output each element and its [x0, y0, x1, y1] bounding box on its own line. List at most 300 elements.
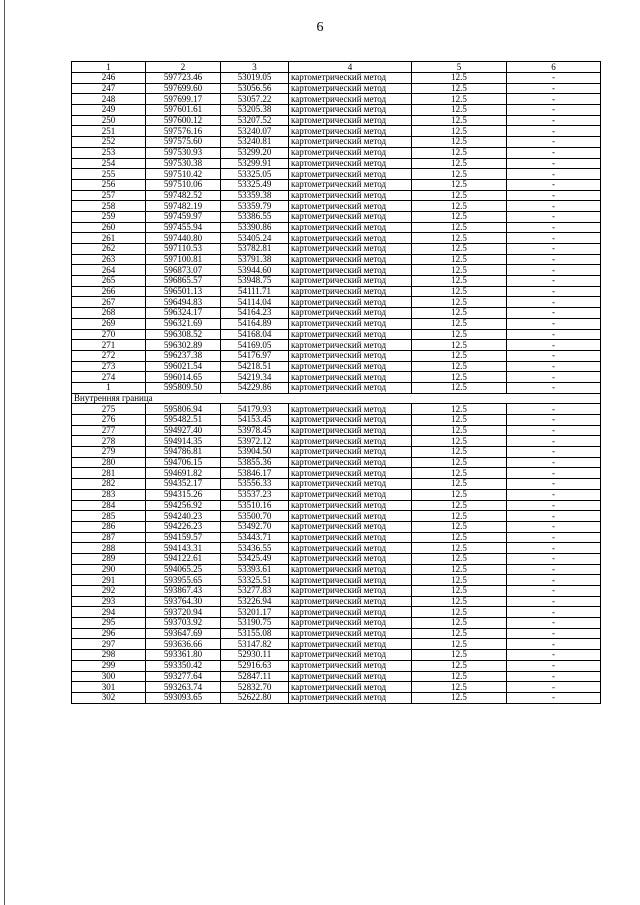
- accuracy-cell: 12.5: [412, 308, 507, 319]
- table-row: [72, 692, 601, 703]
- accuracy-cell: 12.5: [412, 350, 507, 361]
- accuracy-cell: 12.5: [412, 201, 507, 212]
- x-coordinate-cell: 597530.93: [146, 147, 221, 158]
- point-number-cell: 249: [72, 105, 146, 116]
- table-row: [72, 179, 601, 190]
- y-coordinate-cell: 53978.45: [221, 425, 289, 436]
- x-coordinate-cell: 594122.61: [146, 553, 221, 564]
- x-coordinate-cell: 597510.06: [146, 179, 221, 190]
- table-row: [72, 489, 601, 500]
- x-coordinate-cell: 595809.50: [146, 382, 221, 393]
- table-row: [72, 105, 601, 116]
- accuracy-cell: 12.5: [412, 671, 507, 682]
- column-6-cell: -: [507, 521, 601, 532]
- method-cell: картометрический метод: [289, 372, 412, 383]
- method-cell: картометрический метод: [289, 233, 412, 244]
- x-coordinate-cell: 594065.25: [146, 564, 221, 575]
- table-row: [72, 564, 601, 575]
- table-row: [72, 308, 601, 319]
- method-cell: картометрический метод: [289, 115, 412, 126]
- accuracy-cell: 12.5: [412, 382, 507, 393]
- table-row: [72, 222, 601, 233]
- column-6-cell: -: [507, 329, 601, 340]
- y-coordinate-cell: 54218.51: [221, 361, 289, 372]
- method-cell: картометрический метод: [289, 382, 412, 393]
- header-cell: 5: [412, 62, 507, 73]
- point-number-cell: 296: [72, 628, 146, 639]
- x-coordinate-cell: 596873.07: [146, 265, 221, 276]
- y-coordinate-cell: 53791.38: [221, 254, 289, 265]
- x-coordinate-cell: 593636.66: [146, 639, 221, 650]
- point-number-cell: 271: [72, 340, 146, 351]
- column-6-cell: -: [507, 340, 601, 351]
- accuracy-cell: 12.5: [412, 500, 507, 511]
- y-coordinate-cell: 53393.61: [221, 564, 289, 575]
- table-row: [72, 147, 601, 158]
- method-cell: картометрический метод: [289, 105, 412, 116]
- point-number-cell: 301: [72, 682, 146, 693]
- y-coordinate-cell: 53386.55: [221, 211, 289, 222]
- table-row: [72, 126, 601, 137]
- x-coordinate-cell: 594706.15: [146, 457, 221, 468]
- method-cell: картометрический метод: [289, 692, 412, 703]
- table-row: [72, 415, 601, 426]
- method-cell: картометрический метод: [289, 618, 412, 629]
- column-6-cell: -: [507, 447, 601, 458]
- coordinates-table-body: [72, 62, 601, 704]
- x-coordinate-cell: 596321.69: [146, 318, 221, 329]
- x-coordinate-cell: 597600.12: [146, 115, 221, 126]
- x-coordinate-cell: 596237.38: [146, 350, 221, 361]
- accuracy-cell: 12.5: [412, 190, 507, 201]
- y-coordinate-cell: 53944.60: [221, 265, 289, 276]
- x-coordinate-cell: 593277.64: [146, 671, 221, 682]
- table-row: [72, 372, 601, 383]
- accuracy-cell: 12.5: [412, 511, 507, 522]
- y-coordinate-cell: 53299.91: [221, 158, 289, 169]
- accuracy-cell: 12.5: [412, 436, 507, 447]
- x-coordinate-cell: 597482.52: [146, 190, 221, 201]
- accuracy-cell: 12.5: [412, 73, 507, 84]
- y-coordinate-cell: 53359.79: [221, 201, 289, 212]
- x-coordinate-cell: 597576.16: [146, 126, 221, 137]
- table-row: [72, 650, 601, 661]
- table-row: [72, 543, 601, 554]
- column-6-cell: -: [507, 211, 601, 222]
- column-6-cell: -: [507, 682, 601, 693]
- method-cell: картометрический метод: [289, 682, 412, 693]
- column-6-cell: -: [507, 628, 601, 639]
- accuracy-cell: 12.5: [412, 276, 507, 287]
- method-cell: картометрический метод: [289, 521, 412, 532]
- accuracy-cell: 12.5: [412, 233, 507, 244]
- method-cell: картометрический метод: [289, 564, 412, 575]
- column-6-cell: -: [507, 671, 601, 682]
- y-coordinate-cell: 53155.08: [221, 628, 289, 639]
- method-cell: картометрический метод: [289, 361, 412, 372]
- x-coordinate-cell: 597482.19: [146, 201, 221, 212]
- column-6-cell: -: [507, 105, 601, 116]
- method-cell: картометрический метод: [289, 532, 412, 543]
- x-coordinate-cell: 596324.17: [146, 308, 221, 319]
- x-coordinate-cell: 594159.57: [146, 532, 221, 543]
- x-coordinate-cell: 594143.31: [146, 543, 221, 554]
- point-number-cell: 255: [72, 169, 146, 180]
- y-coordinate-cell: 53436.55: [221, 543, 289, 554]
- table-row: [72, 94, 601, 105]
- x-coordinate-cell: 594691.82: [146, 468, 221, 479]
- point-number-cell: 294: [72, 607, 146, 618]
- y-coordinate-cell: 53500.70: [221, 511, 289, 522]
- table-row: [72, 190, 601, 201]
- column-6-cell: -: [507, 350, 601, 361]
- accuracy-cell: 12.5: [412, 607, 507, 618]
- accuracy-cell: 12.5: [412, 489, 507, 500]
- table-row: [72, 618, 601, 629]
- header-cell: 2: [146, 62, 221, 73]
- y-coordinate-cell: 53537.23: [221, 489, 289, 500]
- y-coordinate-cell: 54179.93: [221, 404, 289, 415]
- method-cell: картометрический метод: [289, 660, 412, 671]
- x-coordinate-cell: 593647.69: [146, 628, 221, 639]
- table-row: [72, 233, 601, 244]
- y-coordinate-cell: 53556.33: [221, 479, 289, 490]
- method-cell: картометрический метод: [289, 607, 412, 618]
- point-number-cell: 279: [72, 447, 146, 458]
- accuracy-cell: 12.5: [412, 254, 507, 265]
- method-cell: картометрический метод: [289, 639, 412, 650]
- x-coordinate-cell: 597440.80: [146, 233, 221, 244]
- method-cell: картометрический метод: [289, 147, 412, 158]
- x-coordinate-cell: 597455.94: [146, 222, 221, 233]
- x-coordinate-cell: 597100.81: [146, 254, 221, 265]
- table-row: [72, 575, 601, 586]
- accuracy-cell: 12.5: [412, 211, 507, 222]
- method-cell: картометрический метод: [289, 297, 412, 308]
- accuracy-cell: 12.5: [412, 415, 507, 426]
- point-number-cell: 247: [72, 83, 146, 94]
- table-row: [72, 436, 601, 447]
- column-6-cell: -: [507, 318, 601, 329]
- method-cell: картометрический метод: [289, 265, 412, 276]
- table-row: [72, 137, 601, 148]
- point-number-cell: 265: [72, 276, 146, 287]
- y-coordinate-cell: 54169.05: [221, 340, 289, 351]
- y-coordinate-cell: 53948.75: [221, 276, 289, 287]
- column-6-cell: -: [507, 179, 601, 190]
- table-row: [72, 201, 601, 212]
- table-row: [72, 457, 601, 468]
- column-6-cell: -: [507, 297, 601, 308]
- method-cell: картометрический метод: [289, 137, 412, 148]
- column-6-cell: -: [507, 276, 601, 287]
- column-6-cell: -: [507, 660, 601, 671]
- point-number-cell: 280: [72, 457, 146, 468]
- point-number-cell: 275: [72, 404, 146, 415]
- y-coordinate-cell: 53190.75: [221, 618, 289, 629]
- method-cell: картометрический метод: [289, 479, 412, 490]
- accuracy-cell: 12.5: [412, 265, 507, 276]
- point-number-cell: 282: [72, 479, 146, 490]
- point-number-cell: 273: [72, 361, 146, 372]
- accuracy-cell: 12.5: [412, 650, 507, 661]
- accuracy-cell: 12.5: [412, 564, 507, 575]
- method-cell: картометрический метод: [289, 543, 412, 554]
- column-6-cell: -: [507, 73, 601, 84]
- accuracy-cell: 12.5: [412, 179, 507, 190]
- accuracy-cell: 12.5: [412, 543, 507, 554]
- point-number-cell: 284: [72, 500, 146, 511]
- x-coordinate-cell: 597530.38: [146, 158, 221, 169]
- column-6-cell: -: [507, 115, 601, 126]
- point-number-cell: 261: [72, 233, 146, 244]
- point-number-cell: 251: [72, 126, 146, 137]
- column-6-cell: -: [507, 382, 601, 393]
- method-cell: картометрический метод: [289, 553, 412, 564]
- y-coordinate-cell: 53019.05: [221, 73, 289, 84]
- y-coordinate-cell: 54153.45: [221, 415, 289, 426]
- x-coordinate-cell: 594226.23: [146, 521, 221, 532]
- method-cell: картометрический метод: [289, 628, 412, 639]
- y-coordinate-cell: 53205.38: [221, 105, 289, 116]
- x-coordinate-cell: 597110.53: [146, 244, 221, 255]
- header-cell: 3: [221, 62, 289, 73]
- y-coordinate-cell: 53240.81: [221, 137, 289, 148]
- x-coordinate-cell: 595482.51: [146, 415, 221, 426]
- x-coordinate-cell: 593955.65: [146, 575, 221, 586]
- table-row: [72, 586, 601, 597]
- method-cell: картометрический метод: [289, 179, 412, 190]
- point-number-cell: 256: [72, 179, 146, 190]
- accuracy-cell: 12.5: [412, 447, 507, 458]
- x-coordinate-cell: 593764.30: [146, 596, 221, 607]
- x-coordinate-cell: 597699.60: [146, 83, 221, 94]
- y-coordinate-cell: 53226.94: [221, 596, 289, 607]
- x-coordinate-cell: 594914.35: [146, 436, 221, 447]
- y-coordinate-cell: 53846.17: [221, 468, 289, 479]
- column-6-cell: -: [507, 126, 601, 137]
- x-coordinate-cell: 593720.94: [146, 607, 221, 618]
- x-coordinate-cell: 597510.42: [146, 169, 221, 180]
- point-number-cell: 246: [72, 73, 146, 84]
- point-number-cell: 250: [72, 115, 146, 126]
- x-coordinate-cell: 596302.89: [146, 340, 221, 351]
- table-row: [72, 254, 601, 265]
- column-6-cell: -: [507, 415, 601, 426]
- point-number-cell: 248: [72, 94, 146, 105]
- y-coordinate-cell: 54176.97: [221, 350, 289, 361]
- y-coordinate-cell: 53240.07: [221, 126, 289, 137]
- table-row: [72, 500, 601, 511]
- point-number-cell: 270: [72, 329, 146, 340]
- header-cell: 1: [72, 62, 146, 73]
- accuracy-cell: 12.5: [412, 479, 507, 490]
- y-coordinate-cell: 53904.50: [221, 447, 289, 458]
- y-coordinate-cell: 52847.11: [221, 671, 289, 682]
- method-cell: картометрический метод: [289, 201, 412, 212]
- column-6-cell: -: [507, 169, 601, 180]
- point-number-cell: 287: [72, 532, 146, 543]
- accuracy-cell: 12.5: [412, 521, 507, 532]
- point-number-cell: 286: [72, 521, 146, 532]
- method-cell: картометрический метод: [289, 650, 412, 661]
- point-number-cell: 293: [72, 596, 146, 607]
- column-6-cell: -: [507, 543, 601, 554]
- y-coordinate-cell: 53299.20: [221, 147, 289, 158]
- y-coordinate-cell: 53443.71: [221, 532, 289, 543]
- x-coordinate-cell: 593350.42: [146, 660, 221, 671]
- table-row: [72, 211, 601, 222]
- x-coordinate-cell: 596014.65: [146, 372, 221, 383]
- point-number-cell: 264: [72, 265, 146, 276]
- table-row: [72, 318, 601, 329]
- point-number-cell: 277: [72, 425, 146, 436]
- y-coordinate-cell: 54111.71: [221, 286, 289, 297]
- y-coordinate-cell: 54219.34: [221, 372, 289, 383]
- x-coordinate-cell: 596308.52: [146, 329, 221, 340]
- point-number-cell: 295: [72, 618, 146, 629]
- table-row: [72, 169, 601, 180]
- y-coordinate-cell: 54164.23: [221, 308, 289, 319]
- header-cell: 6: [507, 62, 601, 73]
- column-6-cell: -: [507, 254, 601, 265]
- point-number-cell: 292: [72, 586, 146, 597]
- method-cell: картометрический метод: [289, 500, 412, 511]
- point-number-cell: 252: [72, 137, 146, 148]
- x-coordinate-cell: 593361.80: [146, 650, 221, 661]
- accuracy-cell: 12.5: [412, 575, 507, 586]
- method-cell: картометрический метод: [289, 404, 412, 415]
- x-coordinate-cell: 594315.26: [146, 489, 221, 500]
- x-coordinate-cell: 594927.40: [146, 425, 221, 436]
- accuracy-cell: 12.5: [412, 692, 507, 703]
- point-number-cell: 253: [72, 147, 146, 158]
- method-cell: картометрический метод: [289, 596, 412, 607]
- x-coordinate-cell: 597699.17: [146, 94, 221, 105]
- method-cell: картометрический метод: [289, 511, 412, 522]
- accuracy-cell: 12.5: [412, 286, 507, 297]
- x-coordinate-cell: 594240.23: [146, 511, 221, 522]
- point-number-cell: 299: [72, 660, 146, 671]
- point-number-cell: 285: [72, 511, 146, 522]
- method-cell: картометрический метод: [289, 318, 412, 329]
- y-coordinate-cell: 53147.82: [221, 639, 289, 650]
- accuracy-cell: 12.5: [412, 425, 507, 436]
- column-6-cell: -: [507, 308, 601, 319]
- table-row: [72, 511, 601, 522]
- accuracy-cell: 12.5: [412, 468, 507, 479]
- y-coordinate-cell: 54168.04: [221, 329, 289, 340]
- table-row: [72, 158, 601, 169]
- y-coordinate-cell: 53325.51: [221, 575, 289, 586]
- accuracy-cell: 12.5: [412, 553, 507, 564]
- column-6-cell: -: [507, 650, 601, 661]
- x-coordinate-cell: 596494.83: [146, 297, 221, 308]
- column-6-cell: -: [507, 468, 601, 479]
- point-number-cell: 262: [72, 244, 146, 255]
- table-row: [72, 553, 601, 564]
- x-coordinate-cell: 593703.92: [146, 618, 221, 629]
- table-row: [72, 479, 601, 490]
- accuracy-cell: 12.5: [412, 660, 507, 671]
- page-number: 6: [316, 20, 324, 35]
- table-row: [72, 329, 601, 340]
- y-coordinate-cell: 53057.22: [221, 94, 289, 105]
- x-coordinate-cell: 596501.13: [146, 286, 221, 297]
- point-number-cell: 269: [72, 318, 146, 329]
- table-row: [72, 276, 601, 287]
- y-coordinate-cell: 53207.52: [221, 115, 289, 126]
- column-6-cell: -: [507, 692, 601, 703]
- table-row: [72, 682, 601, 693]
- point-number-cell: 259: [72, 211, 146, 222]
- accuracy-cell: 12.5: [412, 628, 507, 639]
- method-cell: картометрический метод: [289, 94, 412, 105]
- y-coordinate-cell: 53972.12: [221, 436, 289, 447]
- method-cell: картометрический метод: [289, 340, 412, 351]
- table-row: [72, 639, 601, 650]
- x-coordinate-cell: 597459.97: [146, 211, 221, 222]
- point-number-cell: 278: [72, 436, 146, 447]
- point-number-cell: 272: [72, 350, 146, 361]
- table-row: [72, 297, 601, 308]
- y-coordinate-cell: 54114.04: [221, 297, 289, 308]
- column-6-cell: -: [507, 201, 601, 212]
- accuracy-cell: 12.5: [412, 94, 507, 105]
- y-coordinate-cell: 54229.86: [221, 382, 289, 393]
- y-coordinate-cell: 53325.49: [221, 179, 289, 190]
- point-number-cell: 254: [72, 158, 146, 169]
- x-coordinate-cell: 597723.46: [146, 73, 221, 84]
- column-6-cell: -: [507, 233, 601, 244]
- column-6-cell: -: [507, 361, 601, 372]
- column-6-cell: -: [507, 158, 601, 169]
- table-row: [72, 596, 601, 607]
- point-number-cell: 267: [72, 297, 146, 308]
- accuracy-cell: 12.5: [412, 244, 507, 255]
- method-cell: картометрический метод: [289, 436, 412, 447]
- method-cell: картометрический метод: [289, 350, 412, 361]
- point-number-cell: 283: [72, 489, 146, 500]
- column-6-cell: -: [507, 489, 601, 500]
- x-coordinate-cell: 593867.43: [146, 586, 221, 597]
- accuracy-cell: 12.5: [412, 404, 507, 415]
- method-cell: картометрический метод: [289, 276, 412, 287]
- accuracy-cell: 12.5: [412, 222, 507, 233]
- point-number-cell: 257: [72, 190, 146, 201]
- point-number-cell: 291: [72, 575, 146, 586]
- accuracy-cell: 12.5: [412, 158, 507, 169]
- method-cell: картометрический метод: [289, 254, 412, 265]
- scan-edge-line: [4, 0, 5, 905]
- table-row: [72, 671, 601, 682]
- y-coordinate-cell: 52930.11: [221, 650, 289, 661]
- column-6-cell: -: [507, 83, 601, 94]
- table-row: [72, 73, 601, 84]
- method-cell: картометрический метод: [289, 244, 412, 255]
- point-number-cell: 302: [72, 692, 146, 703]
- y-coordinate-cell: 53201.17: [221, 607, 289, 618]
- point-number-cell: 258: [72, 201, 146, 212]
- x-coordinate-cell: 594256.92: [146, 500, 221, 511]
- method-cell: картометрический метод: [289, 286, 412, 297]
- y-coordinate-cell: 53056.56: [221, 83, 289, 94]
- column-6-cell: -: [507, 500, 601, 511]
- column-6-cell: -: [507, 244, 601, 255]
- y-coordinate-cell: 53855.36: [221, 457, 289, 468]
- y-coordinate-cell: 53405.24: [221, 233, 289, 244]
- accuracy-cell: 12.5: [412, 115, 507, 126]
